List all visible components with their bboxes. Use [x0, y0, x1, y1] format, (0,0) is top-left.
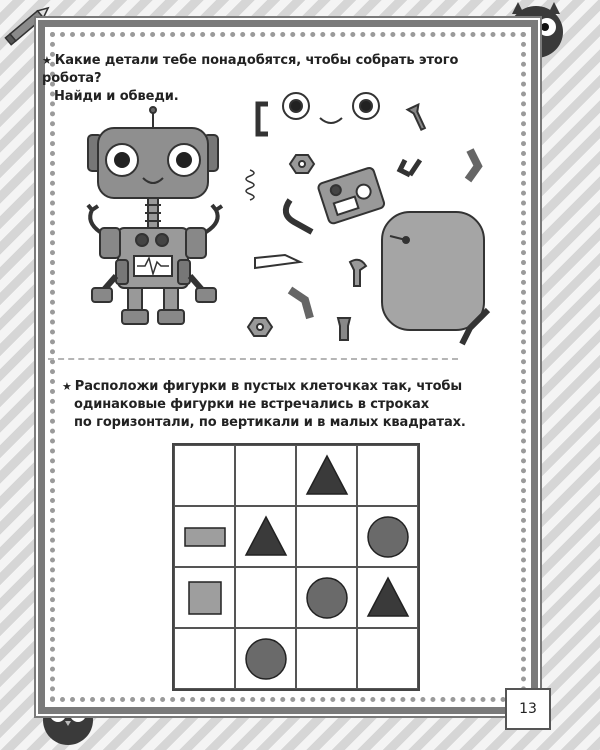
leg-part [290, 290, 310, 318]
task-2-line-2: одинаковые фигурки не встречались в строках [74, 397, 430, 412]
grid-cell [235, 506, 296, 567]
shape-puzzle-grid [172, 443, 420, 691]
section-divider [48, 358, 458, 360]
square-icon [183, 576, 227, 620]
bolt-part [338, 318, 350, 340]
grid-cell[interactable] [235, 445, 296, 506]
circle-icon [305, 576, 349, 620]
grid-cell [174, 567, 235, 628]
smile-part [320, 118, 342, 123]
control-panel-part [317, 167, 385, 225]
triangle-icon [366, 576, 410, 620]
grid-cell[interactable] [296, 506, 357, 567]
circle-icon [244, 637, 288, 681]
antenna-spring-part [246, 170, 254, 200]
claw-part [400, 160, 420, 175]
arm-part [468, 150, 478, 180]
robot-figure [88, 107, 222, 324]
body-part [382, 212, 484, 330]
circle-icon [366, 515, 410, 559]
triangle-icon [244, 515, 288, 559]
grid-cell [235, 628, 296, 689]
task-2-line-1: ★ Расположи фигурки в пустых клеточках так, чтобы [62, 379, 463, 394]
task-1-line-2: Найди и обведи. [54, 89, 179, 104]
task-2-instructions [62, 378, 492, 432]
clamp-part [258, 104, 268, 134]
robot-parts [246, 93, 488, 344]
grid-cell[interactable] [174, 628, 235, 689]
grid-cell [357, 567, 418, 628]
task-2-line-3: по горизонтали, по вертикали и в малых квадратах. [74, 415, 466, 430]
page-number: 13 [505, 688, 551, 730]
star-icon: ★ [42, 54, 52, 67]
claw-part [286, 200, 312, 232]
screw-part [407, 105, 428, 132]
grid-cell[interactable] [174, 445, 235, 506]
task-1-line-1: ★ Какие детали тебе понадобятся, чтобы собрать этого робота? [42, 53, 459, 86]
grid-cell [174, 506, 235, 567]
grid-cell[interactable] [357, 445, 418, 506]
screw-part [350, 260, 366, 286]
triangle-icon [305, 454, 349, 498]
rectangle-icon [183, 515, 227, 559]
grid-cell [296, 567, 357, 628]
grid-cell[interactable] [296, 628, 357, 689]
grid-cell[interactable] [357, 628, 418, 689]
grid-cell [296, 445, 357, 506]
grid-cell[interactable] [235, 567, 296, 628]
star-icon: ★ [62, 380, 72, 393]
connector-part [255, 255, 300, 268]
grid-cell [357, 506, 418, 567]
